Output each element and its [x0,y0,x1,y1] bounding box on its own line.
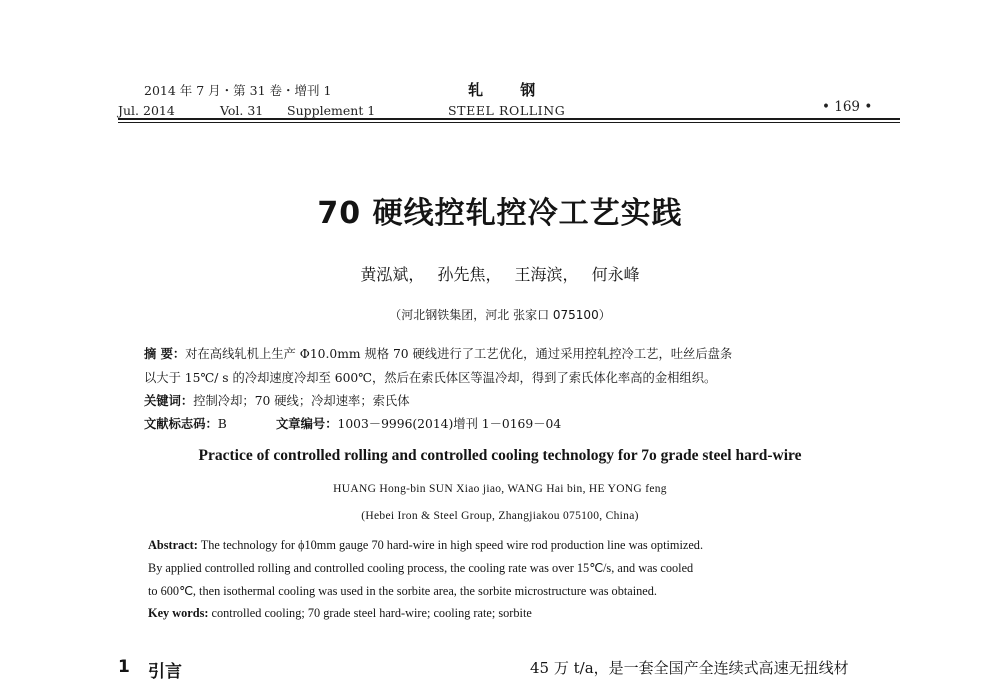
keywords-en-label: Key words: [148,606,209,620]
abstract-cn-label: 摘 要： [144,347,186,361]
section-number: 1 [118,657,130,677]
abstract-en-label: Abstract: [148,538,198,552]
header-rule-bottom [118,122,900,123]
article-number-label: 文章编号： [276,417,338,431]
issue-info-cn: 2014 年 7 月・第 31 卷・增刊 1 [144,83,332,98]
section-title: 引言 [148,662,182,682]
issue-supplement-en: Supplement 1 [287,103,376,118]
header-rule-top [118,118,900,120]
abstract-en-line-3: to 600℃, then isothermal cooling was used in the sorbite area, the sorbite microstructure was obtained. [148,584,657,598]
issue-volume-en: Vol. 31 [220,103,264,118]
journal-name-cn: 轧 钢 [468,81,552,99]
affiliation-en: (Hebei Iron & Steel Group, Zhangjiakou 075100, China) [361,510,639,522]
page-number: • 169 • [822,99,873,115]
abstract-en-line-2: By applied controlled rolling and controlled cooling process, the cooling rate was over 15℃/s, and was cooled [148,561,694,575]
article-title-en: Practice of controlled rolling and controlled cooling technology for 7o grade steel hard-wire [198,447,802,464]
abstract-cn-line-2: 以大于 15℃/ s 的冷却速度冷却至 600℃，然后在索氏体区等温冷却，得到了索氏体化率高的金相组织。 [144,371,717,385]
body-text-line: 45 万 t/a，是一套全国产全连续式高速无扭线材 [530,659,849,677]
issue-date-en: Jul. 2014 [118,103,175,118]
document-code [144,414,227,432]
keywords-cn: 关键词：控制冷却；70 硬线；冷却速率；索氏体 [144,394,410,408]
authors-cn: 黄泓斌， 孙先焦， 王海滨， 何永峰 [360,265,640,284]
keywords-cn-label: 关键词： [144,394,194,408]
article-number: 文章编号：1003－9996(2014)增刊 1－0169－04 [276,417,562,431]
abstract-en-line-1: Abstract: The technology for ϕ10mm gauge 70 hard-wire in high speed wire rod production line was optimized. [148,538,704,552]
class-code-label: 文献标志码： [144,417,218,431]
article-title-cn: 70 硬线控轧控冷工艺实践 [317,196,683,231]
abstract-cn-line-1: 摘 要：对在高线轧机上生产 Φ10.0mm 规格 70 硬线进行了工艺优化，通过采用控轧控冷工艺，吐丝后盘条 [144,347,733,361]
authors-en: HUANG Hong-bin SUN Xiao jiao, WANG Hai bin, HE YONG feng [333,483,667,495]
affiliation-cn: （河北钢铁集团，河北 张家口 075100） [389,308,611,322]
class-code: B [217,417,227,431]
keywords-en: Key words: controlled cooling; 70 grade steel hard-wire; cooling rate; sorbite [148,606,532,620]
journal-name-en: STEEL ROLLING [448,103,566,118]
